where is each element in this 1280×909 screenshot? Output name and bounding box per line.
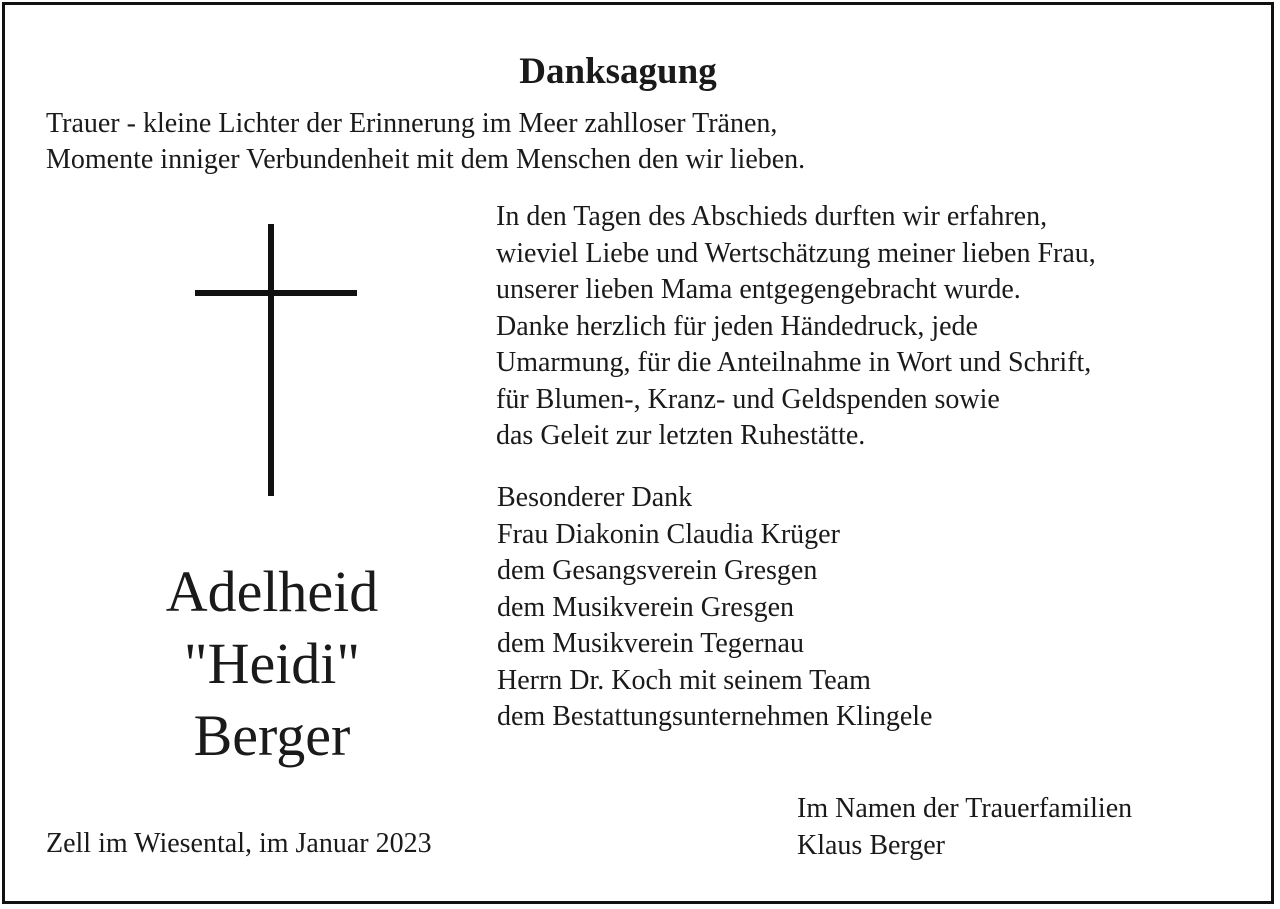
thanks-line: Umarmung, für die Anteilnahme in Wort und Schrift, [496, 347, 1092, 378]
thanks-line: Danke herzlich für jeden Händedruck, jede [496, 310, 978, 342]
special-thanks-item: Frau Diakonin Claudia Krüger [497, 518, 840, 550]
special-thanks-item: Herrn Dr. Koch mit seinem Team [497, 664, 871, 696]
motto-line: Trauer - kleine Lichter der Erinnerung im Meer zahlloser Tränen, [46, 108, 778, 139]
special-thanks-heading: Besonderer Dank [497, 482, 693, 513]
thanks-line: In den Tagen des Abschieds durften wir erfahren, [496, 201, 1048, 232]
special-thanks-item: dem Musikverein Tegernau [497, 628, 804, 659]
special-thanks-item: dem Gesangsverein Gresgen [497, 555, 818, 586]
special-thanks-item: dem Musikverein Gresgen [497, 591, 795, 623]
thanks-line: das Geleit zur letzten Ruhestätte. [496, 420, 866, 451]
thanks-line: wieviel Liebe und Wertschätzung meiner lieben Frau, [496, 237, 1096, 269]
motto [46, 106, 805, 178]
deceased-name [92, 556, 452, 772]
special-thanks-item: dem Bestattungsunternehmen Klingele [497, 701, 933, 732]
thanks-paragraph [496, 199, 1096, 455]
motto-line: Momente inniger Verbundenheit mit dem Menschen den wir lieben. [46, 144, 806, 175]
cross-vertical-bar [268, 224, 274, 496]
signature-line: Im Namen der Trauerfamilien [797, 793, 1133, 824]
thanks-line: unserer lieben Mama entgegengebracht wurde. [496, 274, 1021, 305]
signature-block [797, 790, 1132, 864]
deceased-last-name: Berger [193, 703, 351, 768]
thanks-line: für Blumen-, Kranz- und Geldspenden sowie [496, 383, 1000, 415]
deceased-first-name: Adelheid [165, 559, 379, 624]
deceased-nickname: "Heidi" [183, 631, 361, 696]
cross-horizontal-bar [195, 290, 357, 296]
page-title: Danksagung [519, 51, 717, 92]
place-date: Zell im Wiesental, im Januar 2023 [46, 828, 432, 859]
special-thanks-list [497, 480, 932, 736]
signature-name: Klaus Berger [797, 830, 945, 861]
